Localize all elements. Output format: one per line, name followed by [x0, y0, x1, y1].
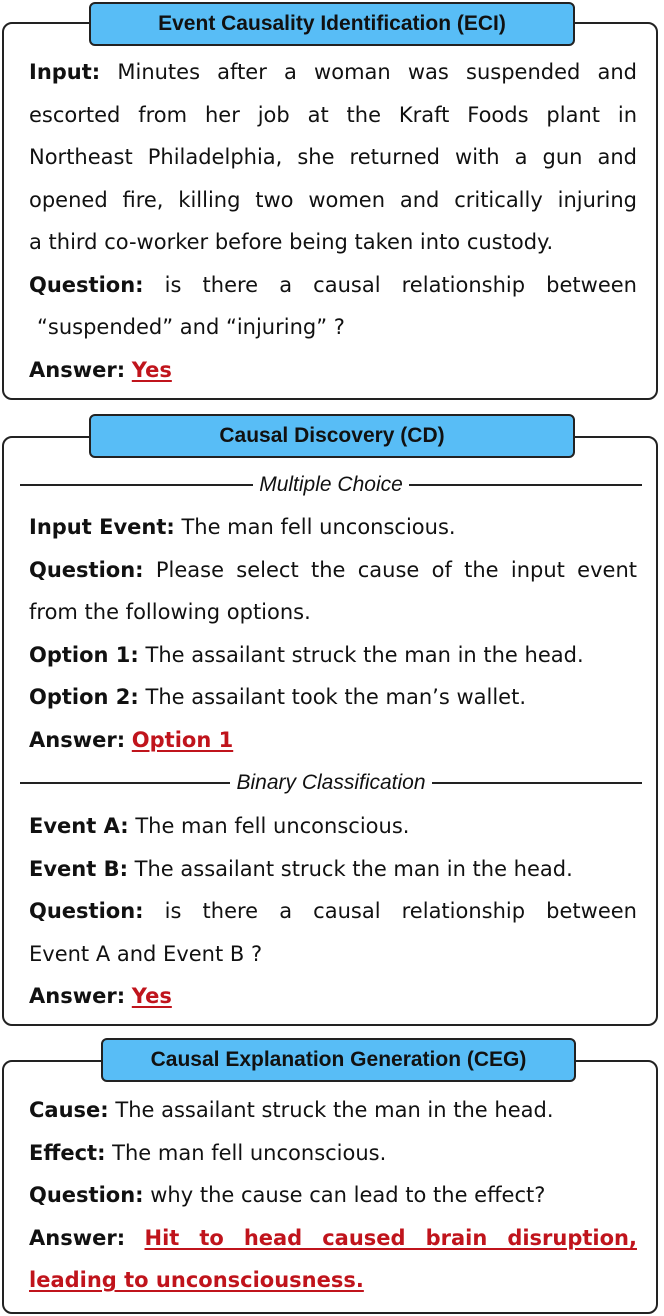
ceg-effect-label: Effect:: [29, 1140, 106, 1165]
cd-title: Causal Discovery (CD): [89, 414, 575, 458]
cd-bc-answer-line: [29, 975, 637, 1018]
cd-question-line-2: from the following options.: [29, 600, 311, 624]
ceg-effect-line: Effect: The man fell unconscious.: [29, 1140, 387, 1165]
eci-answer-label: Answer:: [29, 357, 126, 382]
cd-mc-answer: Option 1: [131, 727, 234, 752]
cd-question-label: Question:: [29, 557, 144, 582]
cd-mc-content: [29, 506, 637, 761]
ceg-title: Causal Explanation Generation (CEG): [101, 1038, 576, 1082]
eci-answer-line: [29, 349, 637, 392]
mc-separator: [20, 473, 642, 497]
ceg-answer-label: Answer:: [29, 1225, 126, 1250]
eci-title: Event Causality Identification (ECI): [89, 2, 575, 46]
cd-bc-question-label: Question:: [29, 899, 144, 923]
cd-option-2-line: Option 2: The assailant took the man’s wallet.: [29, 685, 526, 709]
cd-event-b-line: Event B: The assailant struck the man in the head.: [29, 856, 573, 881]
eci-input-label: Input:: [29, 60, 101, 84]
eci-answer: Yes: [131, 357, 172, 382]
mc-rule-left: [20, 484, 253, 486]
ceg-answer-part-2: leading to unconsciousness.: [29, 1268, 364, 1292]
bc-rule-right: [432, 782, 642, 784]
cd-mc-answer-line: [29, 719, 637, 762]
ceg-cause-label: Cause:: [29, 1098, 109, 1122]
ceg-answer-line-2: [29, 1259, 637, 1302]
ceg-answer-line-1: [29, 1217, 637, 1260]
bc-header: Binary Classification: [236, 771, 426, 794]
eci-input-line-3: Northeast Philadelphia, she returned with a gun and: [29, 145, 637, 169]
eci-question-label: Question:: [29, 272, 144, 297]
ceg-question-line: Question: why the cause can lead to the effect?: [29, 1183, 546, 1207]
eci-question-line-2: “suspended” and “injuring” ?: [37, 315, 345, 339]
cd-bc-question-line-1: Question: is there a causal relationship between: [29, 899, 637, 923]
cd-event-a-line: Event A: The man fell unconscious.: [29, 814, 410, 838]
cd-mc-answer-label: Answer:: [29, 727, 126, 752]
cd-event-a-label: Event A:: [29, 814, 129, 838]
ceg-content: [29, 1089, 637, 1302]
cd-bc-answer: Yes: [131, 984, 172, 1008]
cd-bc-answer-label: Answer:: [29, 984, 126, 1008]
eci-question-line-1: Question: is there a causal relationship between: [29, 272, 637, 297]
bc-separator: [20, 771, 642, 795]
cd-bc-question-line-2: Event A and Event B ?: [29, 941, 263, 966]
eci-content: [29, 51, 637, 391]
cd-bc-content: [29, 805, 637, 1018]
cd-option-1-label: Option 1:: [29, 642, 139, 667]
eci-input-line-5: a third co-worker before being taken into custody.: [29, 230, 554, 254]
bc-rule-left: [20, 782, 230, 784]
cd-question-line-1: Question: Please select the cause of the input event: [29, 557, 637, 582]
cd-input-event-line: Input Event: The man fell unconscious.: [29, 515, 456, 539]
mc-rule-right: [409, 484, 642, 486]
cd-option-2-label: Option 2:: [29, 685, 139, 709]
cd-option-1-line: Option 1: The assailant struck the man in the head.: [29, 642, 584, 667]
ceg-cause-line: Cause: The assailant struck the man in the head.: [29, 1098, 554, 1122]
eci-input-line-2: escorted from her job at the Kraft Foods plant in: [29, 102, 637, 127]
eci-input-line-1: Input: Minutes after a woman was suspended and: [29, 60, 638, 84]
eci-input-line-4: opened fire, killing two women and critically injuring: [29, 187, 637, 212]
ceg-answer-part-1: Hit to head caused brain disruption,: [144, 1225, 637, 1250]
cd-event-b-label: Event B:: [29, 856, 128, 881]
cd-input-event-label: Input Event:: [29, 515, 175, 539]
ceg-question-label: Question:: [29, 1183, 144, 1207]
mc-header: Multiple Choice: [259, 473, 403, 496]
